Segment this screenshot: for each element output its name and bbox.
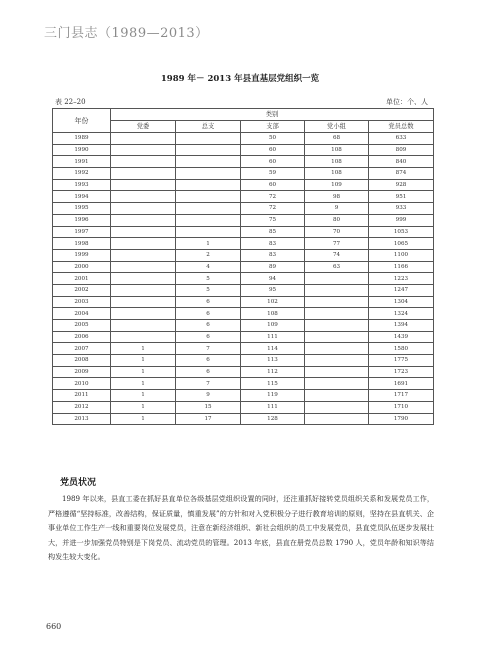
body-paragraph: 1989 年以来，县直工委在抓好县直单位各级基层党组织设置的同时，还注重抓好接转党员组织关系和发展党员工作，严格遵循“坚持标准，改善结构，保证质量，慎重发展”的方针和对入党积极分子进行教育培训的原则，坚持在县直机关、企事业单位工作生产一线和重要岗位发展党员，注意在新经济组织、新社会组织的员工中发展党员，县直党员队伍逐步发展壮大，并进一步加强党员特别是下岗党员、流动党员的管理。2013 年底，县直在册党员总数 1790 人，党员年龄和知识等结构发生较大变化。 [48, 494, 434, 562]
category-group-header: 类别 [111, 109, 434, 121]
cell-party-committee [111, 133, 176, 145]
cell-party-committee [111, 308, 176, 320]
cell-member-total: 1065 [369, 238, 434, 250]
year-cell: 2005 [53, 320, 111, 332]
year-cell: 2013 [53, 413, 111, 425]
cell-party-group [305, 343, 369, 355]
cell-branch: 108 [241, 308, 305, 320]
cell-party-group [305, 366, 369, 378]
cell-party-group [305, 378, 369, 390]
cell-member-total: 1324 [369, 308, 434, 320]
table-row [53, 296, 434, 308]
cell-branch: 72 [241, 191, 305, 203]
table-row [53, 226, 434, 238]
cell-party-committee [111, 191, 176, 203]
cell-party-committee: 1 [111, 401, 176, 413]
cell-general-branch [176, 226, 241, 238]
year-cell: 1997 [53, 226, 111, 238]
table-row [53, 156, 434, 168]
cell-member-total: 1247 [369, 284, 434, 296]
cell-party-committee [111, 273, 176, 285]
table-row [53, 308, 434, 320]
cell-party-group [305, 308, 369, 320]
cell-general-branch: 7 [176, 343, 241, 355]
cell-party-group [305, 296, 369, 308]
cell-member-total: 1691 [369, 378, 434, 390]
year-cell: 2004 [53, 308, 111, 320]
cell-member-total: 633 [369, 133, 434, 145]
cell-party-group: 108 [305, 144, 369, 156]
cell-party-committee [111, 226, 176, 238]
table-row [53, 261, 434, 273]
cell-branch: 111 [241, 401, 305, 413]
table-row [53, 179, 434, 191]
cell-general-branch [176, 168, 241, 180]
table-row [53, 378, 434, 390]
table-row [53, 355, 434, 367]
table-row [53, 133, 434, 145]
cell-party-group: 108 [305, 168, 369, 180]
cell-general-branch: 6 [176, 296, 241, 308]
column-header-member-total: 党员总数 [369, 121, 434, 133]
cell-party-group: 70 [305, 226, 369, 238]
cell-party-committee [111, 179, 176, 191]
cell-branch: 72 [241, 203, 305, 215]
cell-member-total: 840 [369, 156, 434, 168]
cell-branch: 119 [241, 390, 305, 402]
year-cell: 2009 [53, 366, 111, 378]
cell-member-total: 1580 [369, 343, 434, 355]
cell-party-committee: 1 [111, 390, 176, 402]
cell-branch: 59 [241, 168, 305, 180]
party-organization-table [52, 108, 434, 425]
table-row [53, 390, 434, 402]
table-title: 1989 年－ 2013 年县直基层党组织一览 [160, 74, 320, 84]
table-header-row [53, 109, 434, 121]
cell-party-group [305, 390, 369, 402]
table-row [53, 320, 434, 332]
cell-member-total: 928 [369, 179, 434, 191]
column-header-row [53, 121, 434, 133]
cell-member-total: 809 [369, 144, 434, 156]
cell-branch: 102 [241, 296, 305, 308]
cell-member-total: 1775 [369, 355, 434, 367]
cell-general-branch: 1 [176, 238, 241, 250]
cell-party-group: 108 [305, 156, 369, 168]
cell-branch: 128 [241, 413, 305, 425]
table-row [53, 203, 434, 215]
cell-general-branch: 15 [176, 401, 241, 413]
cell-general-branch: 6 [176, 355, 241, 367]
cell-branch: 60 [241, 156, 305, 168]
table-row [53, 144, 434, 156]
cell-general-branch [176, 203, 241, 215]
cell-member-total: 933 [369, 203, 434, 215]
cell-branch: 111 [241, 331, 305, 343]
year-cell: 1991 [53, 156, 111, 168]
cell-party-committee [111, 296, 176, 308]
table-row [53, 284, 434, 296]
cell-branch: 94 [241, 273, 305, 285]
cell-general-branch: 4 [176, 261, 241, 273]
column-header-general-branch: 总支 [176, 121, 241, 133]
cell-general-branch: 6 [176, 331, 241, 343]
year-cell: 1999 [53, 249, 111, 261]
cell-member-total: 1100 [369, 249, 434, 261]
cell-party-group: 98 [305, 191, 369, 203]
cell-member-total: 1723 [369, 366, 434, 378]
cell-party-committee: 1 [111, 378, 176, 390]
cell-general-branch: 6 [176, 308, 241, 320]
cell-branch: 50 [241, 133, 305, 145]
cell-member-total: 951 [369, 191, 434, 203]
table-row [53, 331, 434, 343]
running-head: 三门县志（1989—2013） [44, 26, 209, 41]
column-header-party-committee: 党委 [111, 121, 176, 133]
cell-branch: 83 [241, 249, 305, 261]
cell-party-group: 77 [305, 238, 369, 250]
cell-branch: 83 [241, 238, 305, 250]
cell-member-total: 1166 [369, 261, 434, 273]
cell-party-group [305, 401, 369, 413]
year-cell: 1998 [53, 238, 111, 250]
year-cell: 2008 [53, 355, 111, 367]
cell-general-branch [176, 191, 241, 203]
cell-general-branch: 7 [176, 378, 241, 390]
cell-party-committee [111, 284, 176, 296]
year-cell: 2011 [53, 390, 111, 402]
cell-party-committee [111, 238, 176, 250]
cell-party-group: 80 [305, 214, 369, 226]
cell-branch: 115 [241, 378, 305, 390]
table-row [53, 249, 434, 261]
table-row [53, 168, 434, 180]
cell-branch: 95 [241, 284, 305, 296]
cell-party-committee [111, 144, 176, 156]
cell-branch: 112 [241, 366, 305, 378]
table-unit: 单位：个、人 [386, 98, 428, 106]
cell-branch: 60 [241, 179, 305, 191]
table-row [53, 273, 434, 285]
table-row [53, 366, 434, 378]
cell-member-total: 1710 [369, 401, 434, 413]
cell-party-committee [111, 156, 176, 168]
cell-party-committee: 1 [111, 366, 176, 378]
cell-party-committee [111, 261, 176, 273]
year-cell: 1995 [53, 203, 111, 215]
cell-party-group [305, 273, 369, 285]
cell-general-branch: 2 [176, 249, 241, 261]
cell-party-group: 63 [305, 261, 369, 273]
cell-party-committee [111, 320, 176, 332]
column-header-branch: 支部 [241, 121, 305, 133]
cell-party-committee [111, 168, 176, 180]
cell-party-committee: 1 [111, 343, 176, 355]
table-row [53, 343, 434, 355]
table-row [53, 238, 434, 250]
cell-general-branch: 9 [176, 390, 241, 402]
cell-member-total: 874 [369, 168, 434, 180]
cell-branch: 114 [241, 343, 305, 355]
cell-general-branch [176, 179, 241, 191]
cell-branch: 60 [241, 144, 305, 156]
cell-member-total: 1304 [369, 296, 434, 308]
cell-member-total: 999 [369, 214, 434, 226]
table-row [53, 401, 434, 413]
cell-general-branch [176, 144, 241, 156]
year-cell: 2010 [53, 378, 111, 390]
section-heading: 党员状况 [60, 478, 97, 488]
cell-general-branch [176, 133, 241, 145]
cell-member-total: 1439 [369, 331, 434, 343]
table-row [53, 214, 434, 226]
year-cell: 2006 [53, 331, 111, 343]
year-cell: 1989 [53, 133, 111, 145]
cell-party-committee: 1 [111, 355, 176, 367]
year-cell: 1993 [53, 179, 111, 191]
year-cell: 1994 [53, 191, 111, 203]
cell-general-branch [176, 156, 241, 168]
cell-branch: 109 [241, 320, 305, 332]
cell-party-group [305, 331, 369, 343]
cell-member-total: 1790 [369, 413, 434, 425]
cell-general-branch: 5 [176, 284, 241, 296]
cell-general-branch: 5 [176, 273, 241, 285]
cell-general-branch [176, 214, 241, 226]
page-number: 660 [46, 622, 62, 631]
cell-party-committee [111, 249, 176, 261]
cell-party-group: 68 [305, 133, 369, 145]
cell-party-committee [111, 214, 176, 226]
cell-party-group: 74 [305, 249, 369, 261]
year-cell: 1992 [53, 168, 111, 180]
cell-party-group: 109 [305, 179, 369, 191]
cell-general-branch: 6 [176, 366, 241, 378]
table-row [53, 191, 434, 203]
year-cell: 2001 [53, 273, 111, 285]
cell-party-group [305, 284, 369, 296]
year-cell: 2002 [53, 284, 111, 296]
cell-member-total: 1053 [369, 226, 434, 238]
cell-party-group [305, 413, 369, 425]
table-row [53, 413, 434, 425]
year-column-header: 年份 [53, 109, 111, 133]
cell-general-branch: 17 [176, 413, 241, 425]
year-cell: 1990 [53, 144, 111, 156]
table-body [53, 133, 434, 425]
cell-party-committee [111, 331, 176, 343]
cell-branch: 113 [241, 355, 305, 367]
year-cell: 2003 [53, 296, 111, 308]
cell-party-group [305, 355, 369, 367]
cell-branch: 85 [241, 226, 305, 238]
table-number: 表 22–20 [55, 98, 86, 106]
year-cell: 2012 [53, 401, 111, 413]
cell-member-total: 1394 [369, 320, 434, 332]
year-cell: 2000 [53, 261, 111, 273]
cell-member-total: 1717 [369, 390, 434, 402]
cell-general-branch: 6 [176, 320, 241, 332]
cell-party-committee: 1 [111, 413, 176, 425]
cell-party-group [305, 320, 369, 332]
year-cell: 1996 [53, 214, 111, 226]
cell-party-group: 9 [305, 203, 369, 215]
column-header-party-group: 党小组 [305, 121, 369, 133]
year-cell: 2007 [53, 343, 111, 355]
cell-member-total: 1223 [369, 273, 434, 285]
cell-branch: 75 [241, 214, 305, 226]
cell-branch: 89 [241, 261, 305, 273]
cell-party-committee [111, 203, 176, 215]
